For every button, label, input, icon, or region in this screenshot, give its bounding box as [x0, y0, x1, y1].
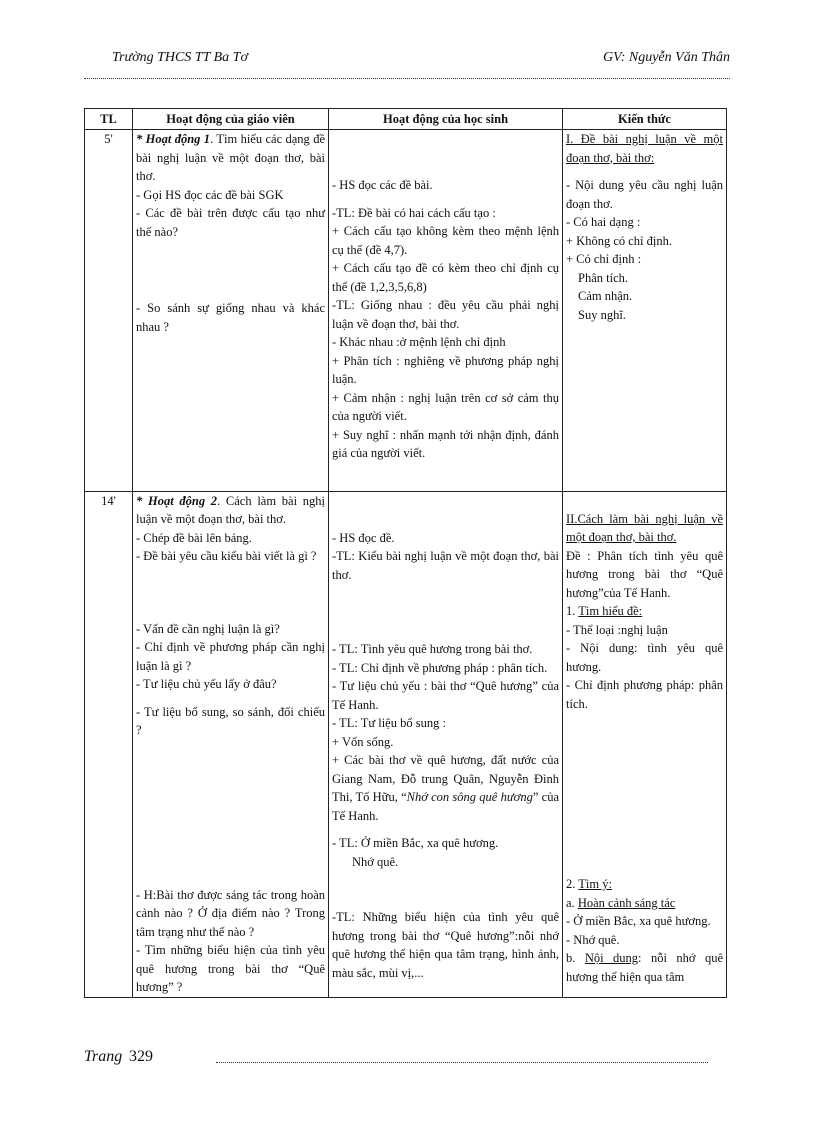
student-line: -TL: Đề bài có hai cách cấu tạo : [332, 205, 496, 220]
student-line: -TL: Kiểu bài nghị luận về một đoạn thơ, bài thơ. [332, 549, 559, 582]
knowledge-line: b. Nội dung: nỗi nhớ quê hương thể hiện qua tâm [566, 951, 723, 984]
student-line: + Vốn sống. [332, 734, 394, 749]
time-cell: 14' [85, 491, 133, 997]
student-line: - HS đọc đề. [332, 530, 395, 545]
teacher-line: - Chỉ định về phương pháp cần nghị luận là gì ? [136, 640, 325, 673]
student-activity-cell [329, 130, 563, 492]
footer-divider [216, 1062, 708, 1063]
section-heading: II.Cách làm bài nghị luận về một đoạn thơ, bài thơ. [566, 511, 723, 544]
teacher-line: - Tư liệu chủ yếu lấy ở đâu? [136, 677, 277, 691]
student-line: - HS đọc các đề bài. [332, 178, 433, 192]
teacher-activity-cell [133, 491, 329, 997]
student-line: -TL: Giống nhau : đều yêu cầu phải nghị luận về đoạn thơ, bài thơ. [332, 298, 559, 331]
teacher-line: - Đề bài yêu cầu kiểu bài viết là gì ? [136, 549, 317, 563]
teacher-line: - So sánh sự giống nhau và khác nhau ? [136, 301, 325, 334]
student-line: + Các bài thơ về quê hương, đất nước của Giang Nam, Đỗ trung Quân, Nguyễn Đình Thi, Tố Hữu, “Nhớ con sông quê hương” của Tế Hanh. [332, 753, 559, 823]
page-number: 329 [129, 1048, 153, 1065]
knowledge-cell [563, 130, 727, 492]
knowledge-line: Cảm nhận. [578, 289, 633, 303]
student-line: - Tư liệu chủ yếu : bài thơ “Quê hương” của Tế Hanh. [332, 679, 559, 712]
teacher-line: - Vấn đề cần nghị luận là gì? [136, 621, 280, 636]
teacher-name: GV: Nguyễn Văn Thân [602, 50, 730, 65]
teacher-line: - H:Bài thơ được sáng tác trong hoàn cảnh nào ? Ở địa điểm nào ? Trong tâm trạng như thế nào ? [136, 887, 325, 939]
knowledge-line: - Nhớ quê. [566, 932, 620, 947]
knowledge-line: - Nội dung yêu cầu nghị luận đoạn thơ. [566, 178, 723, 211]
activity-label: * Hoạt động 1 [136, 132, 211, 146]
teacher-activity-cell [133, 130, 329, 492]
knowledge-line: Phân tích. [578, 270, 628, 285]
teacher-line: - Các đề bài trên được cấu tạo như thế nào? [136, 206, 325, 239]
student-line: - Khác nhau :ở mệnh lệnh chỉ định [332, 335, 506, 349]
student-line: - TL: Tư liệu bổ sung : [332, 716, 446, 730]
header-knowledge: Kiến thức [563, 109, 727, 130]
poem-title: Nhớ con sông quê hương [406, 790, 533, 804]
student-line: Nhớ quê. [352, 854, 399, 869]
knowledge-line: - Nội dung: tình yêu quê hương. [566, 641, 723, 674]
teacher-line: - Tìm những biểu hiện của tình yêu quê hương trong bài thơ “Quê hương” ? [136, 943, 325, 994]
knowledge-line: + Có chỉ định : [566, 252, 642, 266]
student-line: - TL: Chỉ định về phương pháp : phân tích. [332, 660, 548, 675]
student-line: + Phân tích : nghiêng về phương pháp nghị luận. [332, 353, 559, 386]
activity-label: * Hoạt động 2 [136, 493, 218, 508]
student-line: + Cách cấu tạo đề có kèm theo chỉ định cụ thể (đề 1,2,3,5,6,8) [332, 261, 559, 294]
knowledge-line: Suy nghĩ. [578, 307, 626, 322]
table-row [85, 491, 727, 997]
knowledge-line: - Ở miền Bắc, xa quê hương. [566, 914, 711, 928]
student-line: -TL: Những biểu hiện của tình yêu quê hương trong bài thơ “Quê hương”:nỗi nhớ quê hương thể hiện qua tâm trạng, hình ảnh, màu sắc, mùi vị,... [332, 910, 559, 980]
teacher-line: - Tư liệu bổ sung, so sánh, đối chiếu ? [136, 704, 325, 737]
teacher-line: - Chép đề bài lên bảng. [136, 530, 252, 545]
subsection-heading: a. Hoàn cảnh sáng tác [566, 895, 676, 910]
knowledge-line: - Chỉ định phương pháp: phân tích. [566, 678, 723, 711]
knowledge-cell [563, 491, 727, 997]
header-student-activity: Hoạt động của học sinh [329, 109, 563, 130]
activity-title: * Hoạt động 1. Tìm hiểu các dạng đề bài nghị luận về một đoạn thơ, bài thơ. [136, 132, 325, 183]
student-line: + Suy nghĩ : nhấn mạnh tới nhận định, đánh giá của người viết. [332, 427, 559, 460]
knowledge-line: - Có hai dạng : [566, 215, 641, 229]
header-teacher-activity: Hoạt động của giáo viên [133, 109, 329, 130]
student-line: + Cảm nhận : nghị luận trên cơ sở cảm thụ của người viết. [332, 390, 559, 423]
student-line: + Cách cấu tạo không kèm theo mệnh lệnh cụ thể (đề 4,7). [332, 224, 559, 257]
table-row [85, 130, 727, 492]
section-heading: I. Đề bài nghị luận về một đoạn thơ, bài thơ: [566, 132, 723, 165]
knowledge-line: + Không có chỉ định. [566, 233, 672, 248]
teacher-line: - Gọi HS đọc các đề bài SGK [136, 187, 284, 202]
page-label: Trang [84, 1048, 123, 1065]
header-tl: TL [85, 109, 133, 130]
time-cell: 5' [85, 130, 133, 492]
knowledge-line: - Thể loại :nghị luận [566, 622, 668, 637]
subsection-heading: 1. Tìm hiểu đề: [566, 604, 643, 618]
student-line: - TL: Ở miền Bắc, xa quê hương. [332, 836, 499, 850]
knowledge-line: Đề : Phân tích tình yêu quê hương trong bài thơ “Quê hương”của Tế Hanh. [566, 548, 723, 600]
school-name: Trường THCS TT Ba Tơ [112, 50, 248, 65]
subsection-heading: 2. Tìm ý: [566, 877, 612, 891]
activity-title: * Hoạt động 2. Cách làm bài nghị luận về một đoạn thơ, bài thơ. [136, 493, 325, 526]
header-divider [84, 78, 730, 79]
student-line: - TL: Tình yêu quê hương trong bài thơ. [332, 642, 533, 656]
table-header-row [85, 109, 727, 130]
lesson-table [84, 108, 727, 998]
student-activity-cell [329, 491, 563, 997]
